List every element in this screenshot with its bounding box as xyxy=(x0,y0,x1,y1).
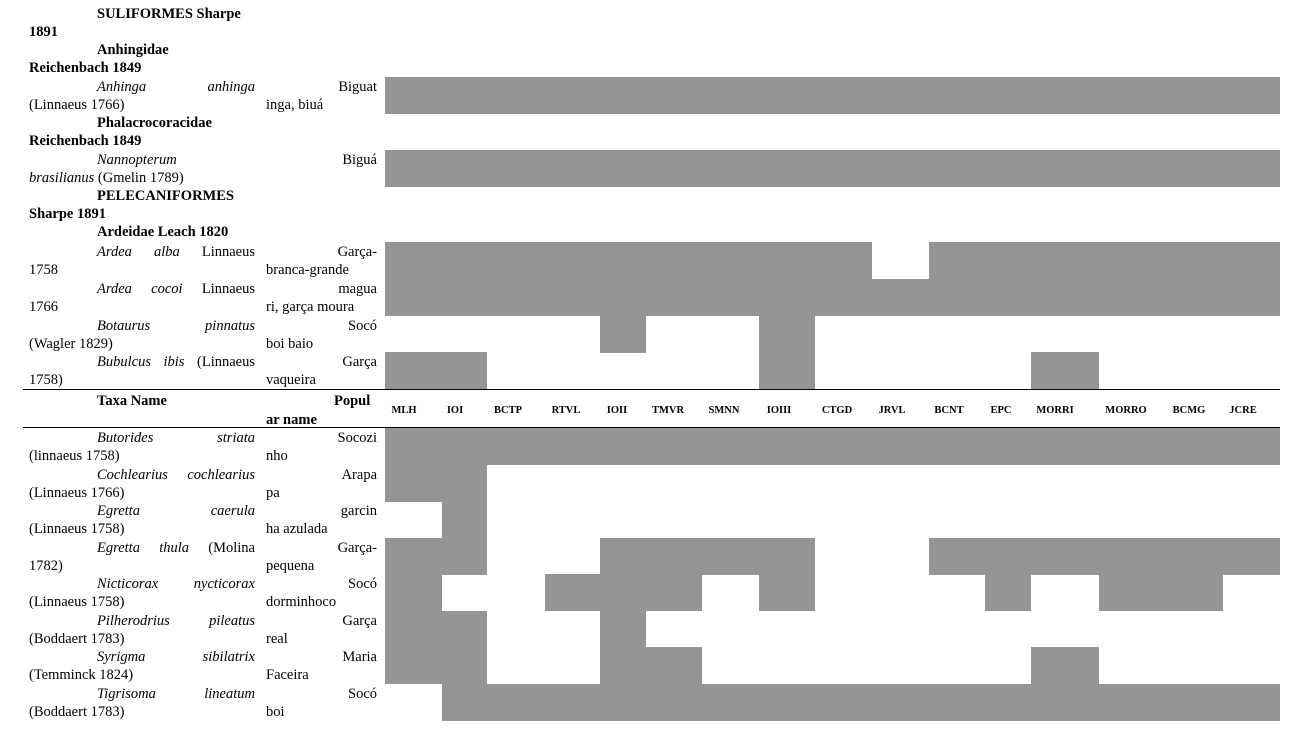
header-rule-top xyxy=(23,389,1280,390)
presence-cell xyxy=(442,77,487,114)
taxon-name-line1 xyxy=(97,280,255,298)
presence-cell xyxy=(545,242,600,279)
taxon-author: (Linnaeus 1766) xyxy=(29,485,125,501)
presence-cell xyxy=(929,428,985,465)
presence-cell xyxy=(815,428,872,465)
presence-cell xyxy=(1031,647,1099,684)
taxon-name-line2 xyxy=(29,298,58,316)
presence-cell xyxy=(646,647,702,684)
group-label: Anhingidae xyxy=(97,42,169,58)
presence-cell xyxy=(1031,150,1099,187)
presence-cell xyxy=(442,352,487,389)
species-epithet: alba xyxy=(153,244,180,260)
taxon-name-line2 xyxy=(29,557,63,575)
taxon-name-line1 xyxy=(97,243,255,261)
presence-cell xyxy=(646,574,702,611)
popular-name-line2: vaqueira xyxy=(266,372,316,388)
presence-cell xyxy=(600,77,646,114)
presence-cell xyxy=(759,352,815,389)
presence-cell xyxy=(600,150,646,187)
species-epithet: Egretta xyxy=(97,540,140,556)
column-header-morri: MORRI xyxy=(1036,405,1074,416)
column-header-bctp: BCTP xyxy=(493,405,523,416)
taxon-name-line2 xyxy=(29,447,120,465)
popular-name-header-cont: ar name xyxy=(266,412,317,428)
presence-cell xyxy=(1162,684,1223,721)
presence-cell xyxy=(646,77,702,114)
presence-cell xyxy=(759,684,815,721)
taxon-name-line2 xyxy=(29,335,113,353)
popular-name-line1: Garça xyxy=(342,354,377,370)
popular-name-line1: Biguá xyxy=(342,152,377,168)
presence-cell xyxy=(1162,428,1223,465)
presence-cell xyxy=(442,611,487,648)
popular-name-line1: Garça- xyxy=(337,244,377,260)
presence-cell xyxy=(759,279,815,316)
taxon-author: 1782) xyxy=(29,558,63,574)
taxon-author: Linnaeus xyxy=(201,244,255,260)
presence-cell xyxy=(985,574,1031,611)
presence-cell xyxy=(1031,279,1099,316)
popular-name-line1: Arapa xyxy=(341,467,377,483)
popular-name-header: Popul xyxy=(334,393,371,409)
presence-cell xyxy=(1099,242,1162,279)
presence-cell xyxy=(385,574,442,611)
presence-cell xyxy=(985,428,1031,465)
popular-name-line1: garcin xyxy=(340,503,377,519)
column-header-tmvr: TMVR xyxy=(651,405,685,416)
presence-cell xyxy=(1223,242,1280,279)
group-label: Ardeidae Leach 1820 xyxy=(97,224,229,240)
species-name-part: cochlearius xyxy=(187,467,255,483)
presence-cell xyxy=(600,316,646,353)
taxon-name-line2 xyxy=(29,484,124,502)
presence-cell xyxy=(545,684,600,721)
species-name-part: Egretta xyxy=(97,503,140,519)
taxon-author: (Linnaeus 1766) xyxy=(29,97,125,113)
presence-cell xyxy=(442,465,487,502)
presence-cell xyxy=(545,279,600,316)
taxon-name-line2 xyxy=(29,666,133,684)
presence-cell xyxy=(702,150,759,187)
presence-cell xyxy=(1031,352,1099,389)
species-name-part: nycticorax xyxy=(193,576,255,592)
taxon-name-line2 xyxy=(29,96,124,114)
species-name-part: lineatum xyxy=(204,686,255,702)
presence-cell xyxy=(600,684,646,721)
popular-name-line2: real xyxy=(266,631,288,647)
species-name-part: Pilherodrius xyxy=(97,613,170,629)
presence-cell xyxy=(872,428,929,465)
presence-cell xyxy=(600,538,646,575)
species-name-part: anhinga xyxy=(207,79,255,95)
presence-cell xyxy=(385,352,442,389)
presence-cell xyxy=(487,279,545,316)
species-name-part: Tigrisoma xyxy=(97,686,156,702)
presence-cell xyxy=(1223,428,1280,465)
presence-cell xyxy=(1099,684,1162,721)
popular-name-line2: pequena xyxy=(266,558,315,574)
species-name-part: sibilatrix xyxy=(202,649,255,665)
presence-cell xyxy=(487,77,545,114)
species-name-part: pinnatus xyxy=(205,318,255,334)
column-header-ioii: IOII xyxy=(606,405,628,416)
presence-cell xyxy=(600,574,646,611)
presence-cell xyxy=(1162,150,1223,187)
popular-name-line2: ha azulada xyxy=(266,521,328,537)
species-epithet: ibis xyxy=(163,354,185,370)
popular-name-line2: ri, garça moura xyxy=(266,299,355,315)
species-epithet: thula xyxy=(159,540,190,556)
taxon-name-line1 xyxy=(97,502,255,520)
presence-cell xyxy=(929,279,985,316)
presence-cell xyxy=(872,77,929,114)
popular-name-line2: boi xyxy=(266,704,285,720)
presence-cell xyxy=(1223,538,1280,575)
presence-cell xyxy=(1223,684,1280,721)
presence-cell xyxy=(702,684,759,721)
presence-cell xyxy=(545,77,600,114)
presence-cell xyxy=(759,77,815,114)
taxon-author: (linnaeus 1758) xyxy=(29,448,120,464)
presence-cell xyxy=(985,279,1031,316)
presence-cell xyxy=(442,647,487,684)
popular-name-line1: Garça- xyxy=(337,540,377,556)
presence-cell xyxy=(600,647,646,684)
species-name-part: Butorides xyxy=(97,430,154,446)
presence-cell xyxy=(985,150,1031,187)
presence-cell xyxy=(487,428,545,465)
presence-cell xyxy=(1162,538,1223,575)
presence-cell xyxy=(929,242,985,279)
column-header-bcmg: BCMG xyxy=(1172,405,1206,416)
presence-cell xyxy=(487,150,545,187)
presence-cell xyxy=(702,242,759,279)
presence-cell xyxy=(646,150,702,187)
presence-cell xyxy=(929,684,985,721)
presence-cell xyxy=(487,684,545,721)
taxon-name-line2 xyxy=(29,169,184,187)
species-name-part: Cochlearius xyxy=(97,467,168,483)
presence-cell xyxy=(487,242,545,279)
group-label-cont: 1891 xyxy=(29,24,58,40)
presence-cell xyxy=(815,242,872,279)
presence-cell xyxy=(442,428,487,465)
group-label: SULIFORMES Sharpe xyxy=(97,6,241,22)
species-name-part: striata xyxy=(217,430,255,446)
species-name-part: Nicticorax xyxy=(97,576,159,592)
presence-cell xyxy=(646,684,702,721)
presence-cell xyxy=(929,538,985,575)
presence-cell xyxy=(385,538,442,575)
presence-cell xyxy=(815,150,872,187)
presence-cell xyxy=(702,428,759,465)
presence-cell xyxy=(985,242,1031,279)
taxon-author: (Boddaert 1783) xyxy=(29,631,125,647)
presence-cell xyxy=(385,611,442,648)
taxon-name-line2 xyxy=(29,371,63,389)
presence-cell xyxy=(815,684,872,721)
presence-cell xyxy=(702,77,759,114)
taxon-name-line1 xyxy=(97,353,255,371)
taxon-author: (Gmelin 1789) xyxy=(94,170,184,186)
column-header-morro: MORRO xyxy=(1105,405,1147,416)
presence-cell xyxy=(815,77,872,114)
species-name-part: Nannopterum xyxy=(97,152,177,168)
presence-cell xyxy=(1223,77,1280,114)
group-label: Phalacrocoracidae xyxy=(97,115,212,131)
taxon-author: (Linnaeus 1758) xyxy=(29,521,125,537)
column-header-ioi: IOI xyxy=(446,405,464,416)
presence-cell xyxy=(442,684,487,721)
column-header-ioiii: IOIII xyxy=(766,405,792,416)
presence-cell xyxy=(985,684,1031,721)
taxon-name-line1 xyxy=(97,466,255,484)
presence-cell xyxy=(1099,279,1162,316)
group-label-cont: Reichenbach 1849 xyxy=(29,133,142,149)
presence-cell xyxy=(1223,279,1280,316)
popular-name-line1: Maria xyxy=(342,649,377,665)
taxon-name-line1 xyxy=(97,539,255,557)
column-header-smnn: SMNN xyxy=(708,405,740,416)
popular-name-line1: magua xyxy=(338,281,377,297)
popular-name-line1: Socó xyxy=(348,686,377,702)
presence-cell xyxy=(385,77,442,114)
presence-cell xyxy=(545,428,600,465)
taxon-name-line1 xyxy=(97,78,255,96)
column-header-jrvl: JRVL xyxy=(878,405,906,416)
group-label-cont: Reichenbach 1849 xyxy=(29,60,142,76)
presence-cell xyxy=(1099,150,1162,187)
presence-cell xyxy=(600,242,646,279)
taxon-name-line1 xyxy=(97,648,255,666)
presence-cell xyxy=(1099,428,1162,465)
taxon-author: 1766 xyxy=(29,299,58,315)
group-label: PELECANIFORMES xyxy=(97,188,234,204)
taxon-name-line1 xyxy=(97,685,255,703)
presence-cell xyxy=(1031,242,1099,279)
species-name-part: pileatus xyxy=(209,613,255,629)
popular-name-line1: Biguat xyxy=(338,79,377,95)
presence-cell xyxy=(600,428,646,465)
presence-cell xyxy=(929,77,985,114)
presence-cell xyxy=(759,242,815,279)
presence-cell xyxy=(385,465,442,502)
presence-cell xyxy=(1162,574,1223,611)
presence-cell xyxy=(702,279,759,316)
taxon-name-line2 xyxy=(29,703,124,721)
column-header-ctgd: CTGD xyxy=(821,405,853,416)
presence-cell xyxy=(646,428,702,465)
presence-cell xyxy=(759,574,815,611)
species-name-part: Syrigma xyxy=(97,649,146,665)
species-epithet: Ardea xyxy=(97,244,132,260)
taxon-author: Linnaeus xyxy=(201,281,255,297)
presence-cell xyxy=(985,538,1031,575)
taxon-name-line1 xyxy=(97,612,255,630)
taxon-name-line2 xyxy=(29,630,124,648)
presence-cell xyxy=(600,611,646,648)
presence-cell xyxy=(442,242,487,279)
column-header-mlh: MLH xyxy=(391,405,417,416)
taxon-author: 1758) xyxy=(29,372,63,388)
species-epithet: Bubulcus xyxy=(97,354,151,370)
presence-cell xyxy=(929,150,985,187)
species-epithet: cocoi xyxy=(151,281,183,297)
taxon-author: (Wagler 1829) xyxy=(29,336,113,352)
popular-name-line2: branca-grande xyxy=(266,262,349,278)
presence-cell xyxy=(545,574,600,611)
popular-name-line1: Socozi xyxy=(337,430,377,446)
popular-name-line1: Socó xyxy=(348,576,377,592)
presence-cell xyxy=(1162,77,1223,114)
presence-cell xyxy=(385,647,442,684)
taxon-name-line1 xyxy=(97,317,255,335)
taxon-name-line1 xyxy=(97,151,255,169)
presence-cell xyxy=(442,538,487,575)
taxon-name-line2 xyxy=(29,593,124,611)
presence-cell xyxy=(1031,428,1099,465)
popular-name-line1: Socó xyxy=(348,318,377,334)
presence-cell xyxy=(872,684,929,721)
species-epithet: brasilianus xyxy=(29,170,95,186)
presence-cell xyxy=(1162,279,1223,316)
taxon-author: (Boddaert 1783) xyxy=(29,704,125,720)
column-header-epc: EPC xyxy=(990,405,1012,416)
taxon-author: (Temminck 1824) xyxy=(29,667,134,683)
presence-cell xyxy=(1099,538,1162,575)
presence-cell xyxy=(872,150,929,187)
presence-cell xyxy=(702,538,759,575)
taxon-author: (Linnaeus xyxy=(197,354,255,370)
presence-cell xyxy=(385,428,442,465)
presence-cell xyxy=(1223,150,1280,187)
presence-cell xyxy=(872,279,929,316)
presence-cell xyxy=(385,279,442,316)
species-epithet: Ardea xyxy=(97,281,132,297)
presence-cell xyxy=(1031,77,1099,114)
taxon-name-line2 xyxy=(29,261,58,279)
presence-cell xyxy=(815,279,872,316)
species-name-part: Anhinga xyxy=(97,79,147,95)
presence-cell xyxy=(442,150,487,187)
taxon-name-line2 xyxy=(29,520,124,538)
presence-cell xyxy=(985,77,1031,114)
presence-cell xyxy=(385,150,442,187)
presence-cell xyxy=(1031,684,1099,721)
species-name-part: caerula xyxy=(210,503,255,519)
presence-cell xyxy=(646,242,702,279)
presence-cell xyxy=(1099,574,1162,611)
presence-cell xyxy=(385,242,442,279)
taxon-author: (Molina xyxy=(208,540,255,556)
taxon-name-line1 xyxy=(97,575,255,593)
popular-name-line1: Garça xyxy=(342,613,377,629)
presence-cell xyxy=(442,501,487,538)
taxon-author: (Linnaeus 1758) xyxy=(29,594,125,610)
popular-name-line2: pa xyxy=(266,485,280,501)
presence-cell xyxy=(759,316,815,353)
popular-name-line2: inga, biuá xyxy=(266,97,324,113)
column-header-rtvl: RTVL xyxy=(551,405,581,416)
column-header-jcre: JCRE xyxy=(1229,405,1257,416)
presence-cell xyxy=(1099,77,1162,114)
presence-cell xyxy=(646,279,702,316)
taxa-name-header: Taxa Name xyxy=(97,393,167,409)
popular-name-line2: nho xyxy=(266,448,288,464)
group-label-cont: Sharpe 1891 xyxy=(29,206,106,222)
taxon-name-line1 xyxy=(97,429,255,447)
popular-name-line2: boi baio xyxy=(266,336,314,352)
presence-cell xyxy=(646,538,702,575)
presence-cell xyxy=(600,279,646,316)
presence-cell xyxy=(545,150,600,187)
column-header-bcnt: BCNT xyxy=(934,405,964,416)
presence-cell xyxy=(442,279,487,316)
presence-cell xyxy=(1031,538,1099,575)
presence-cell xyxy=(1162,242,1223,279)
popular-name-line2: dorminhoco xyxy=(266,594,337,610)
presence-cell xyxy=(759,428,815,465)
popular-name-line2: Faceira xyxy=(266,667,309,683)
presence-cell xyxy=(759,538,815,575)
taxon-author: 1758 xyxy=(29,262,58,278)
presence-cell xyxy=(759,150,815,187)
species-name-part: Botaurus xyxy=(97,318,151,334)
